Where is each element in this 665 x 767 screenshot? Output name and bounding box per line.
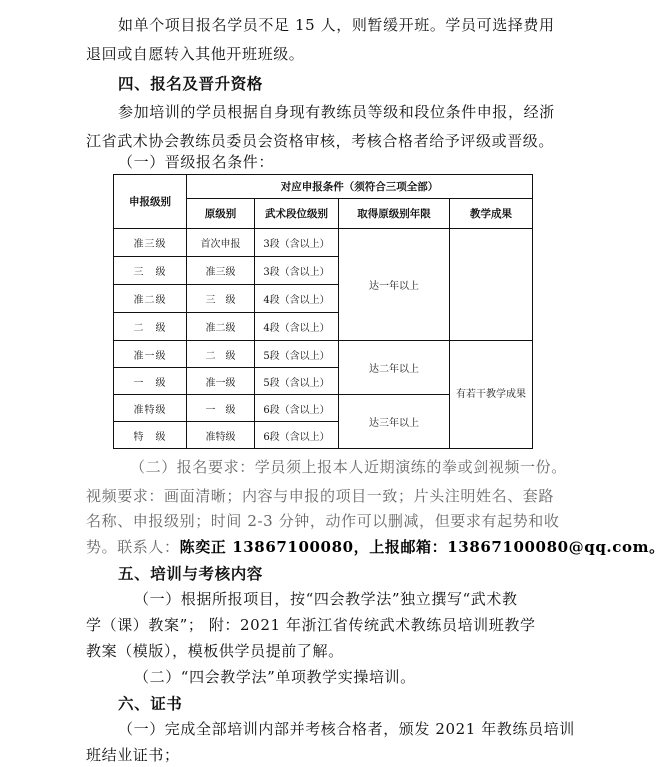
cell-level: 一 级: [114, 368, 187, 395]
paragraph-line: 如单个项目报名学员不足 15 人，则暂缓开班。学员可选择费用: [118, 16, 555, 34]
cell-level: 特 级: [114, 422, 187, 449]
table-row: [114, 341, 533, 368]
contact-suffix: 。: [649, 538, 665, 556]
cell-years: 达一年以上: [339, 229, 450, 341]
header-years: 取得原级别年限: [339, 199, 450, 229]
paragraph-line: 视频要求：画面清晰；内容与申报的项目一致；片头注明姓名、套路: [86, 487, 555, 505]
contact-prefix: 势。联系人：: [86, 538, 180, 556]
cell-duan-level: 5段（含以上）: [255, 368, 339, 395]
section-heading: 四、报名及晋升资格: [118, 75, 263, 93]
cell-duan-level: 3段（含以上）: [255, 257, 339, 285]
cell-original-level: 三 级: [187, 285, 255, 313]
cell-original-level: 准二级: [187, 313, 255, 341]
cell-level: 准一级: [114, 341, 187, 368]
cell-years: 达二年以上: [339, 341, 450, 395]
paragraph-line: （一）根据所报项目，按“四会教学法”独立撰写“武术教: [134, 590, 518, 608]
paragraph-line: （二）报名要求：学员须上报本人近期演练的拳或剑视频一份。: [130, 458, 567, 476]
cell-level: 准特级: [114, 395, 187, 422]
paragraph-line: 退回或自愿转入其他开班班级。: [86, 45, 305, 63]
header-conditions: 对应申报条件（须符合三项全部）: [187, 175, 533, 199]
cell-duan-level: 4段（含以上）: [255, 313, 339, 341]
cell-original-level: 一 级: [187, 395, 255, 422]
cell-duan-level: 4段（含以上）: [255, 285, 339, 313]
paragraph-line: 班结业证书；: [86, 746, 180, 764]
section-heading: 五、培训与考核内容: [118, 565, 263, 583]
cell-years: 达三年以上: [339, 395, 450, 449]
paragraph-line: （二）“四会教学法”单项教学实操培训。: [134, 668, 416, 686]
cell-teaching-result: 有若干教学成果: [450, 341, 533, 449]
cell-original-level: 准特级: [187, 422, 255, 449]
paragraph-line: 江省武术协会教练员委员会资格审核，考核合格者给予评级或晋级。: [86, 132, 555, 150]
cell-original-level: 二 级: [187, 341, 255, 368]
cell-level: 二 级: [114, 313, 187, 341]
section-heading: 六、证书: [118, 695, 183, 713]
paragraph-line: （一）完成全部培训内部并考核合格者，颁发 2021 年教练员培训: [118, 720, 575, 738]
paragraph-line: 教案（模版），模板供学员提前了解。: [86, 642, 344, 660]
cell-level: 准二级: [114, 285, 187, 313]
paragraph-line: [86, 536, 665, 557]
header-duan-level: 武术段位级别: [255, 199, 339, 229]
cell-original-level: 准三级: [187, 257, 255, 285]
header-teaching-result: 教学成果: [450, 199, 533, 229]
table-row: [114, 229, 533, 257]
cell-duan-level: 3段（含以上）: [255, 229, 339, 257]
header-original-level: 原级别: [187, 199, 255, 229]
cell-original-level: 首次申报: [187, 229, 255, 257]
cell-teaching-result-empty: [450, 229, 533, 341]
cell-duan-level: 5段（含以上）: [255, 341, 339, 368]
cell-duan-level: 6段（含以上）: [255, 395, 339, 422]
subsection-title: （一）晋级报名条件：: [118, 153, 275, 171]
contact-info: 陈奕正 13867100080，上报邮箱：13867100080@qq.com: [179, 538, 650, 556]
cell-level: 准三级: [114, 229, 187, 257]
cell-duan-level: 6段（含以上）: [255, 422, 339, 449]
cell-original-level: 准一级: [187, 368, 255, 395]
cell-level: 三 级: [114, 257, 187, 285]
paragraph-line: 学（课）教案”； 附：2021 年浙江省传统武术教练员培训班教学: [86, 616, 536, 634]
paragraph-line: 名称、申报级别；时间 2-3 分钟，动作可以删减，但要求有起势和收: [86, 512, 560, 530]
header-level: 申报级别: [114, 175, 187, 229]
requirements-table: [113, 174, 533, 449]
paragraph-line: 参加培训的学员根据自身现有教练员等级和段位条件申报，经浙: [118, 103, 555, 121]
